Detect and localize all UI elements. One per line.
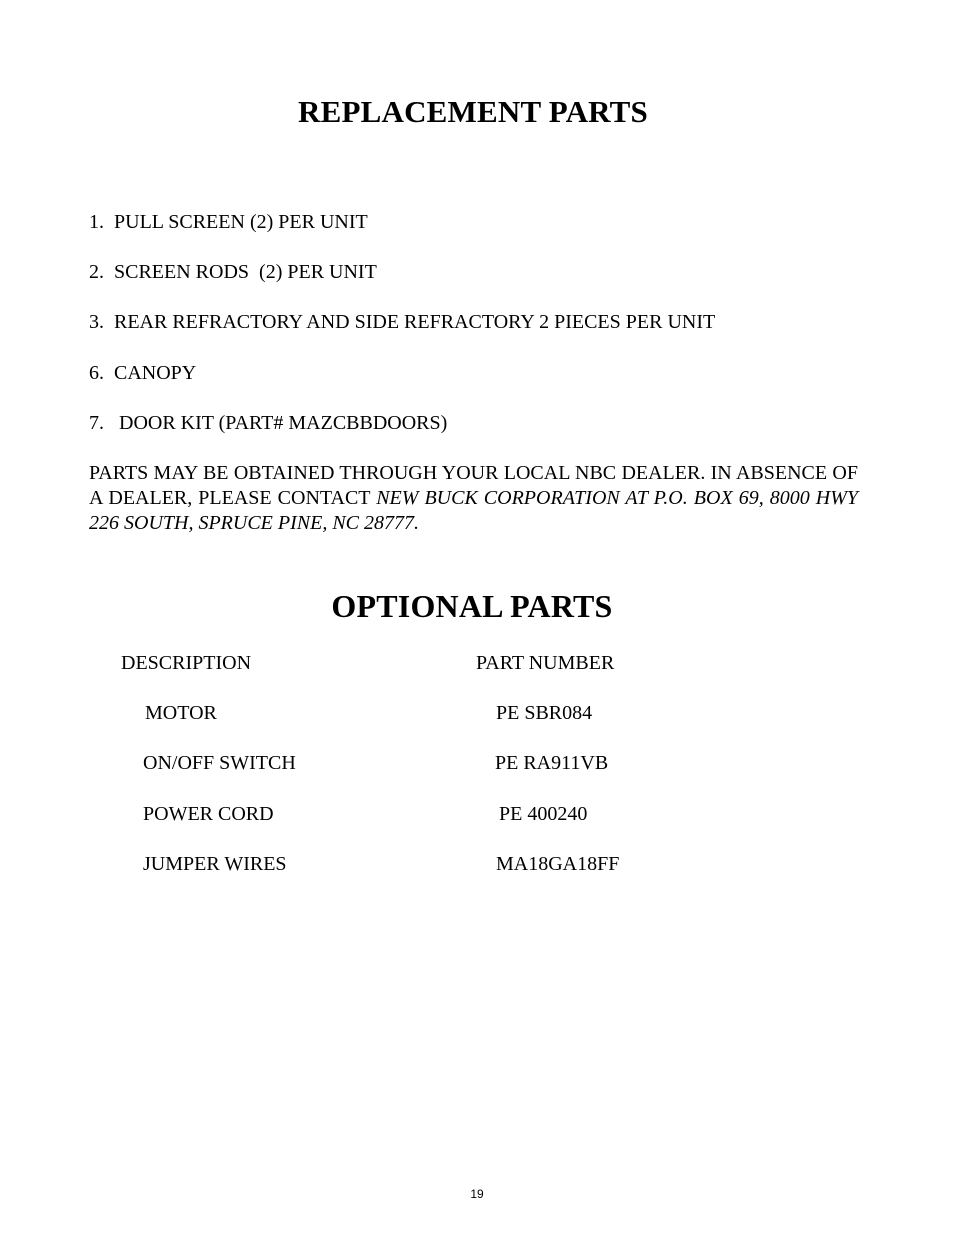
optional-row-part-number: PE 400240 <box>499 803 588 825</box>
optional-row-description: MOTOR <box>145 702 217 724</box>
optional-row-part-number: PE SBR084 <box>496 702 593 724</box>
replacement-item-refractory: 3. REAR REFRACTORY AND SIDE REFRACTORY 2 PIECES PER UNIT <box>89 311 716 333</box>
column-header-part-number: PART NUMBER <box>476 652 615 674</box>
optional-row-description: JUMPER WIRES <box>143 853 287 875</box>
dealer-address: NEW BUCK CORPORATION AT P.O. BOX 69, 8000 HWY 226 SOUTH, SPRUCE PINE, NC 28777. <box>89 487 858 534</box>
page-number: 19 <box>470 1187 484 1201</box>
replacement-item-screen-rods: 2. SCREEN RODS (2) PER UNIT <box>89 261 377 283</box>
optional-row-description: ON/OFF SWITCH <box>143 752 296 774</box>
column-header-description: DESCRIPTION <box>121 652 252 674</box>
optional-row-description: POWER CORD <box>143 803 274 825</box>
optional-row-part-number: PE RA911VB <box>495 752 609 774</box>
dealer-contact-note <box>89 461 858 536</box>
replacement-item-door-kit: 7. DOOR KIT (PART# MAZCBBDOORS) <box>89 412 448 434</box>
optional-row-part-number: MA18GA18FF <box>496 853 620 875</box>
optional-parts-title: OPTIONAL PARTS <box>331 588 613 624</box>
replacement-item-canopy: 6. CANOPY <box>89 362 197 384</box>
replacement-parts-title: REPLACEMENT PARTS <box>298 94 648 129</box>
replacement-item-pull-screen: 1. PULL SCREEN (2) PER UNIT <box>89 211 368 233</box>
dealer-note-text: PARTS MAY BE OBTAINED THROUGH YOUR LOCAL NBC DEALER. IN ABSENCE OF A DEALER, PLEASE CONTACT <box>89 462 858 509</box>
